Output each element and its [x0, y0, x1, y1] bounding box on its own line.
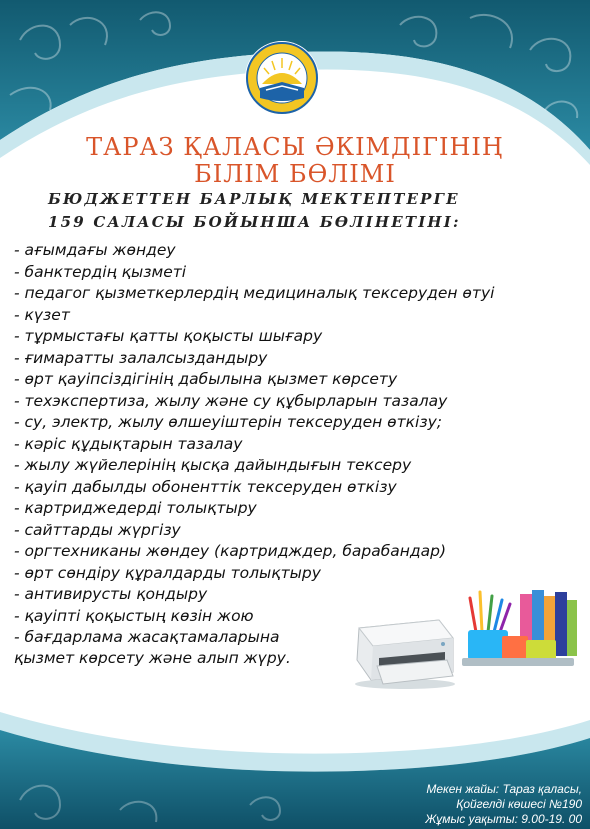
list-item: - бағдарлама жасақтамаларына: [14, 628, 280, 646]
list-item: - ағымдағы жөндеу: [14, 241, 176, 259]
list-item: - оргтехниканы жөндеу (картридждер, барабандар): [14, 542, 447, 560]
list-item: - антивирусты қондыру: [14, 585, 208, 603]
list-item: - банктердің қызметі: [14, 262, 187, 281]
page-title-line-1: ТАРАЗ ҚАЛАСЫ ӘКІМДІГІНІҢ: [86, 133, 504, 161]
working-hours: Жұмыс уақыты: 9.00-19. 00: [425, 812, 582, 826]
list-continuation: қызмет көрсету және алып жүру.: [14, 649, 291, 667]
subtitle-line-2: 159 САЛАСЫ БОЙЫНША БӨЛІНЕТІНІ:: [48, 213, 461, 231]
address-line-1: Мекен жайы: Тараз қаласы,: [426, 782, 582, 796]
list-item: - техэкспертиза, жылу және су құбырларын тазалау: [14, 391, 448, 410]
list-item: - кәріс құдықтарын тазалау: [14, 434, 243, 453]
list-item: - өрт қауіпсіздігінің дабылына қызмет көрсету: [14, 370, 398, 388]
list-item: - сайттарды жүргізу: [14, 520, 181, 539]
list-item: - өрт сөндіру құралдарды толықтыру: [14, 563, 321, 582]
list-item: - күзет: [14, 305, 70, 324]
list-item: - қауіп дабылды обоненттік тексеруден өткізу: [14, 477, 397, 496]
printer-image: [349, 598, 461, 690]
address-line-2: Қойгелді көшесі №190: [456, 797, 582, 811]
stationery-image: [458, 580, 580, 672]
education-department-logo: [244, 40, 320, 116]
list-item: - картриджедерді толықтыру: [14, 499, 257, 517]
list-item: - су, электр, жылу өлшеуіштерін тексеруден өткізу;: [14, 413, 442, 431]
list-item: - қауіпті қоқыстың көзін жою: [14, 606, 254, 625]
contact-info: [425, 782, 582, 827]
list-item: - жылу жүйелерінің қысқа дайындығын тексеру: [14, 456, 412, 474]
list-item: - тұрмыстағы қатты қоқысты шығару: [14, 327, 323, 345]
subtitle-line-1: БЮДЖЕТТЕН БАРЛЫҚ МЕКТЕПТЕРГЕ: [48, 190, 460, 208]
list-item: - ғимаратты залалсыздандыру: [14, 348, 268, 367]
page-title-line-2: БІЛІМ БӨЛІМІ: [194, 160, 396, 188]
list-item: - педагог қызметкерлердің медициналық тексеруден өтуі: [14, 284, 495, 302]
